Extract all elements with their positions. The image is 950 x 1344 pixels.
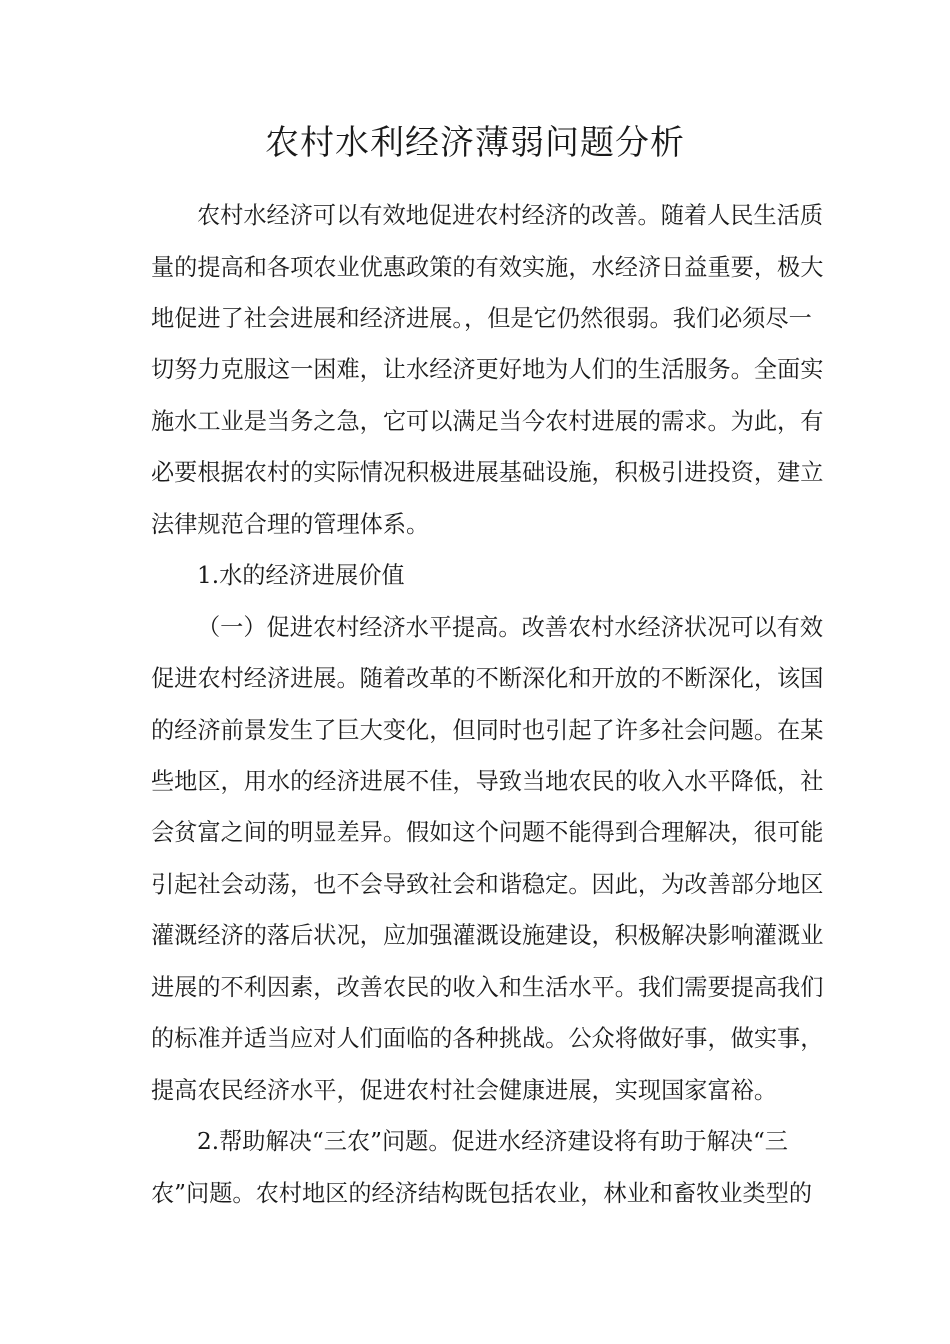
- document-title: 农村水利经济薄弱问题分析: [265, 123, 685, 163]
- paragraph-line: 必要根据农村的实际情况积极进展基础设施，积极引进投资，建立: [151, 459, 824, 486]
- paragraph-line: 农”问题。农村地区的经济结构既包括农业，林业和畜牧业类型的: [151, 1180, 813, 1207]
- paragraph-line: 量的提高和各项农业优惠政策的有效实施，水经济日益重要，极大: [151, 254, 824, 281]
- paragraph-line: 法律规范合理的管理体系。: [151, 511, 430, 538]
- paragraph-line: 提高农民经济水平，促进农村社会健康进展，实现国家富裕。: [151, 1077, 778, 1104]
- section-heading: 1.水的经济进展价值: [197, 562, 405, 589]
- paragraph-line: 引起社会动荡，也不会导致社会和谐稳定。因此，为改善部分地区: [151, 871, 824, 898]
- paragraph-line: 促进农村经济进展。随着改革的不断深化和开放的不断深化，该国: [151, 665, 824, 692]
- paragraph-line: 2.帮助解决“三农”问题。促进水经济建设将有助于解决“三: [197, 1128, 788, 1155]
- paragraph-line: 切努力克服这一困难，让水经济更好地为人们的生活服务。全面实: [151, 356, 824, 383]
- paragraph-line: 农村水经济可以有效地促进农村经济的改善。随着人民生活质: [197, 202, 824, 229]
- paragraph-line: 的标准并适当应对人们面临的各种挑战。公众将做好事，做实事，: [151, 1025, 824, 1052]
- paragraph-line: 施水工业是当务之急，它可以满足当今农村进展的需求。为此，有: [151, 408, 824, 435]
- paragraph-line: 地促进了社会进展和经济进展。，但是它仍然很弱。我们必须尽一: [151, 305, 812, 332]
- paragraph-line: 的经济前景发生了巨大变化，但同时也引起了许多社会问题。在某: [151, 717, 824, 744]
- paragraph-line: 些地区，用水的经济进展不佳，导致当地农民的收入水平降低，社: [151, 768, 824, 795]
- paragraph-line: 会贫富之间的明显差异。假如这个问题不能得到合理解决，很可能: [151, 819, 824, 846]
- paragraph-line: （一）促进农村经济水平提高。改善农村水经济状况可以有效: [197, 614, 824, 641]
- paragraph-line: 进展的不利因素，改善农民的收入和生活水平。我们需要提高我们: [151, 974, 824, 1001]
- paragraph-line: 灌溉经济的落后状况，应加强灌溉设施建设，积极解决影响灌溉业: [151, 922, 824, 949]
